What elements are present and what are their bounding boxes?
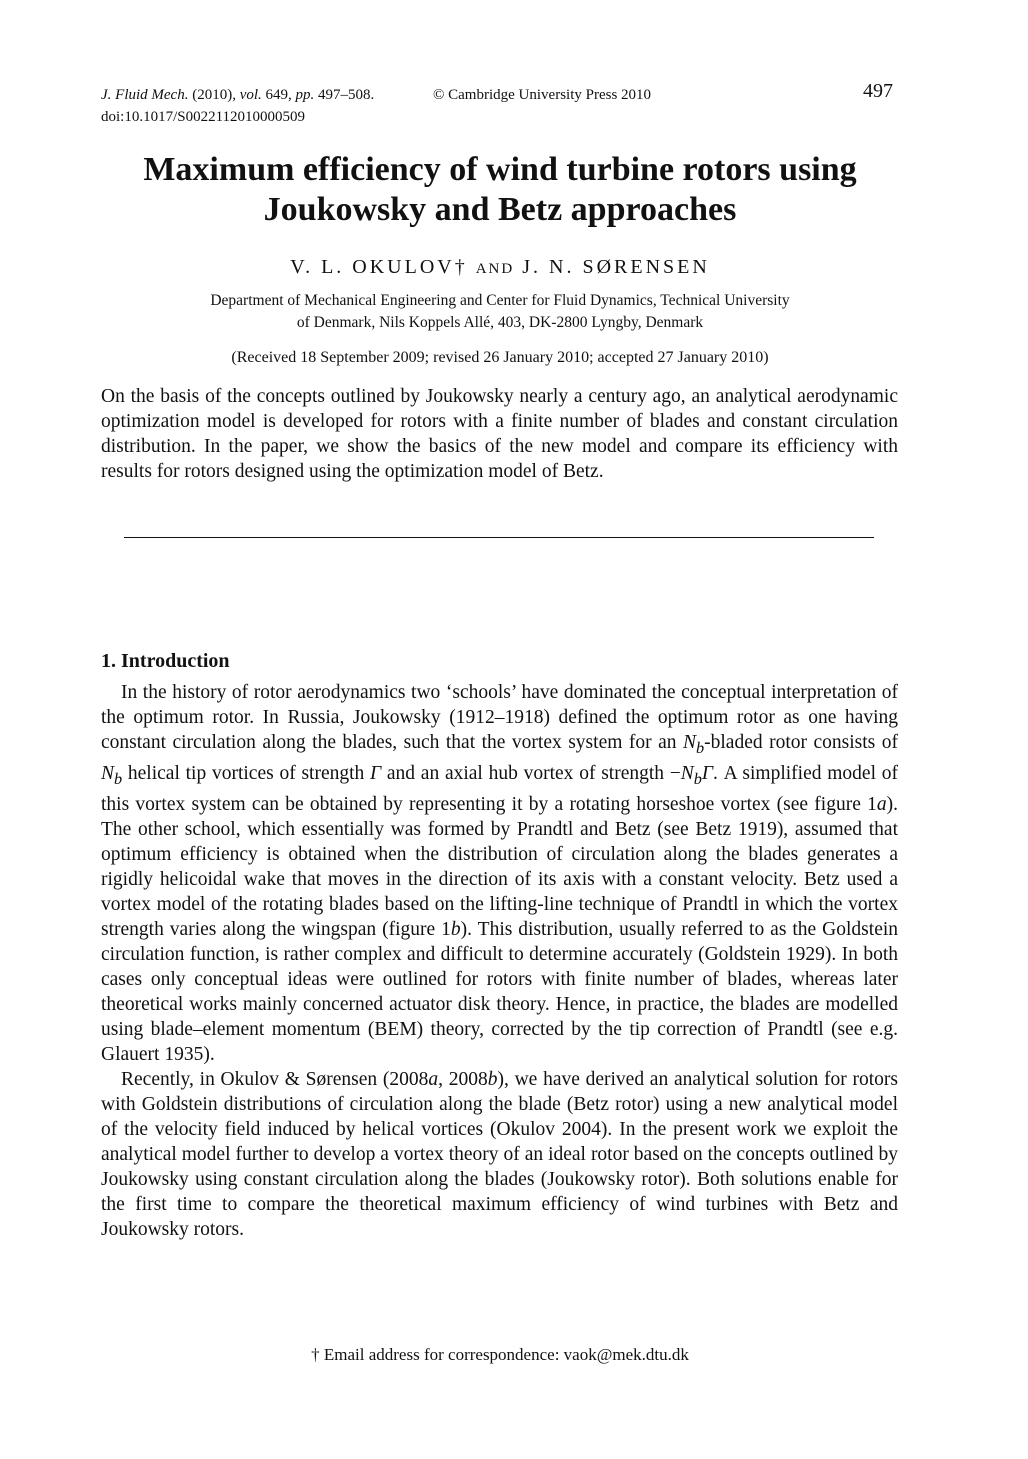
received-dates: (Received 18 September 2009; revised 26 January 2010; accepted 27 January 2010) xyxy=(231,349,769,366)
paragraph-2: Recently, in Okulov & Sørensen (2008a, 2008b), we have derived an analytical solution for rotors with Goldstein distributions of circulation along the blade (Betz rotor) using a new analytical model of the velocity field induced by helical vortices (Okulov 2004). In the present work we exploit the analytical model further to develop a vortex theory of an ideal rotor based on the concepts outlined by Joukowsky using constant circulation along the blades (Joukowsky rotor). Both solutions enable for the first time to compare the theoretical maximum efficiency of wind turbines with Betz and Joukowsky rotors. xyxy=(101,1068,899,1240)
correspondence-footnote: † Email address for correspondence: vaok@mek.dtu.dk xyxy=(311,1345,689,1364)
affiliation: Department of Mechanical Engineering and Center for Fluid Dynamics, Technical University of Denmark, Nils Koppels Allé, 403, DK-2800 Lyngby, Denmark xyxy=(210,292,790,331)
copyright-notice: © Cambridge University Press 2010 xyxy=(433,87,652,103)
doi: doi:10.1017/S0022112010000509 xyxy=(101,109,306,125)
section-heading-introduction: 1. Introduction xyxy=(101,650,230,672)
author-conjunction: AND xyxy=(475,261,515,277)
author-okulov: V. L. OKULOV† xyxy=(290,256,468,278)
introduction-body xyxy=(101,680,898,1242)
paper-title: Maximum efficiency of wind turbine rotors using Joukowsky and Betz approaches xyxy=(143,151,857,228)
page-number: 497 xyxy=(863,80,893,102)
running-header xyxy=(101,80,901,128)
author-list xyxy=(60,256,940,279)
abstract-divider xyxy=(124,537,874,538)
journal-citation: J. Fluid Mech. (2010), vol. 649, pp. 497–508. xyxy=(101,87,375,103)
author-sorensen: J. N. SØRENSEN xyxy=(522,256,710,278)
abstract: On the basis of the concepts outlined by Joukowsky nearly a century ago, an analytical aerodynamic optimization model is developed for rotors with a finite number of blades and constant circulation distribution. In the paper, we show the basics of the new model and compare its efficiency with results for rotors designed using the optimization model of Betz. xyxy=(101,386,898,482)
paragraph-1: In the history of rotor aerodynamics two ‘schools’ have dominated the conceptual interpretation of the optimum rotor. In Russia, Joukowsky (1912–1918) defined the optimum rotor as one having constant circulation along the blades, such that the vortex system for an $N_b$-bladed rotor consists of $N_b$ helical tip vortices of strength Γ and an axial hub vortex of strength $-N_b\Gamma$. A simplified model of this vortex system can be obtained by representing it by a rotating horseshoe vortex (see figure 1a). The other school, which essentially was formed by Prandtl and Betz (see Betz 1919), assumed that optimum efficiency is obtained when the distribution of circulation along the blades generates a rigidly helicoidal wake that moves in the direction of its axis with a constant velocity. Betz used a vortex model of the rotating blades based on the lifting-line technique of Prandtl in which the vortex strength varies along the wingspan (figure 1b). This distribution, usually referred to as the Goldstein circulation function, is rather complex and difficult to determine accurately (Goldstein 1929). In both cases only conceptual ideas were outlined for rotors with finite number of blades, whereas later theoretical works mainly concerned actuator disk theory. Hence, in practice, the blades are modelled using blade–element momentum (BEM) theory, corrected by the tip correction of Prandtl (see e.g. Glauert 1935). xyxy=(101,682,899,1065)
